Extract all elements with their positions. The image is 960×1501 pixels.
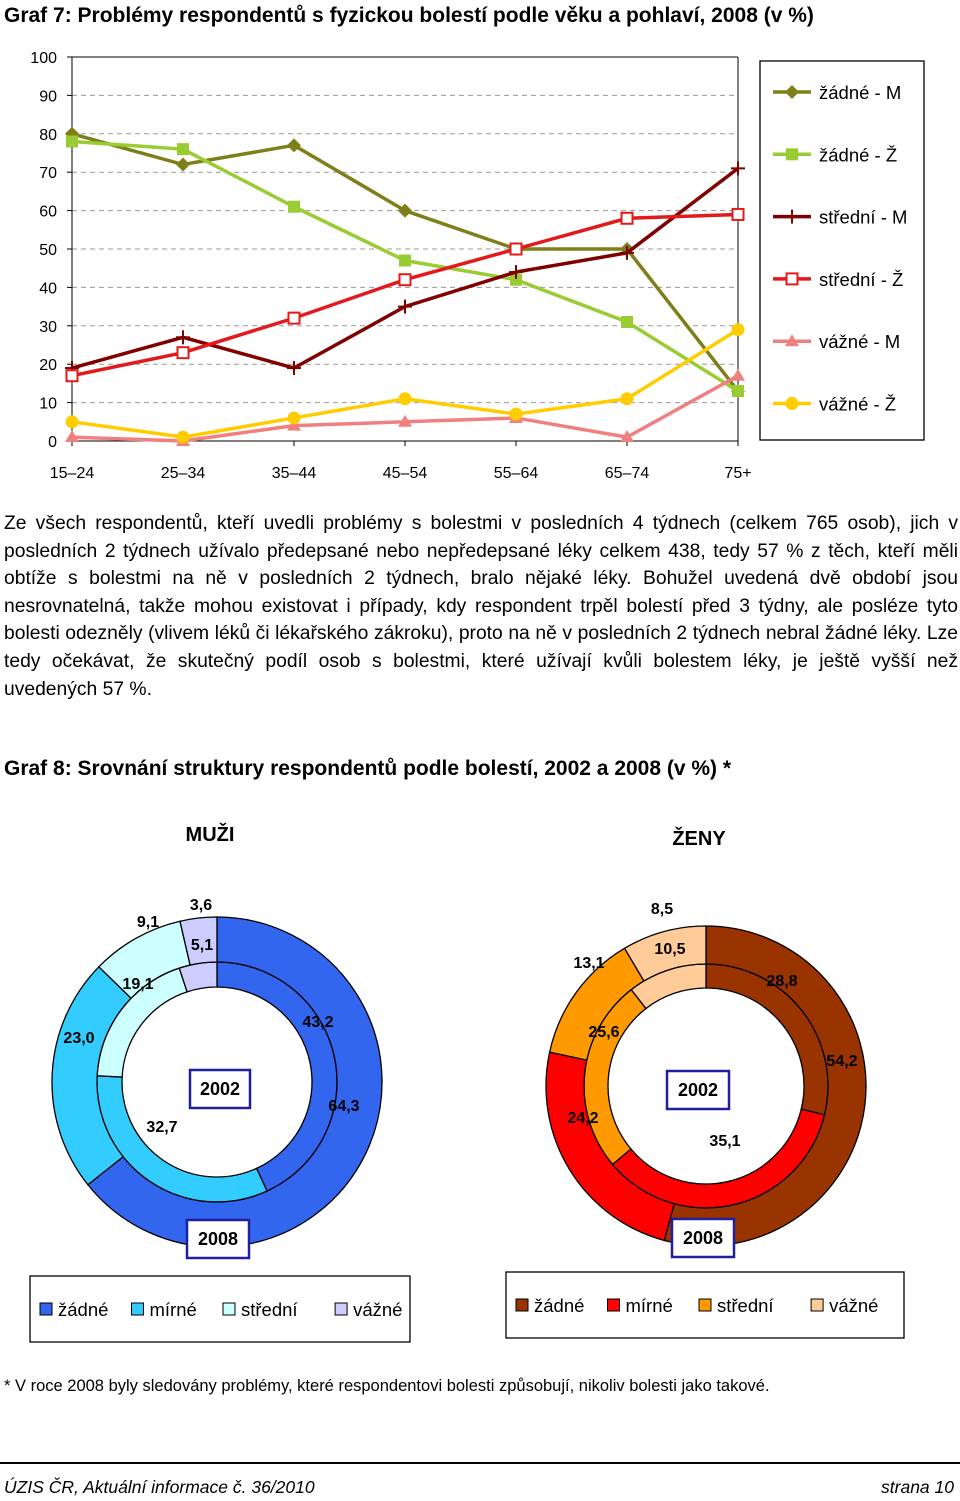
legend-label: vážné - M xyxy=(819,331,901,353)
data-point xyxy=(288,201,300,213)
legend-label: žádné - M xyxy=(819,82,902,103)
series-line xyxy=(72,168,738,368)
data-point xyxy=(177,143,189,155)
data-point xyxy=(511,244,522,255)
year-label: 2002 xyxy=(199,1079,241,1099)
data-label: 54,2 xyxy=(826,1053,858,1070)
footnote: * V roce 2008 byly sledovány problémy, které respondentovi bolesti způsobují, nikoliv bolesti jako takové. xyxy=(4,1377,770,1395)
x-tick-label: 55–64 xyxy=(493,465,539,482)
data-label: 24,2 xyxy=(567,1110,599,1127)
y-tick-label: 50 xyxy=(39,242,57,259)
data-label: 23,0 xyxy=(63,1030,95,1047)
x-tick-label: 65–74 xyxy=(604,465,650,482)
series-line xyxy=(72,376,738,441)
data-label: 64,3 xyxy=(328,1098,360,1115)
legend-swatch xyxy=(811,1299,823,1311)
legend-swatch xyxy=(132,1303,144,1315)
x-tick-label: 15–24 xyxy=(49,465,95,482)
data-point xyxy=(621,316,633,328)
data-point xyxy=(399,392,412,405)
footer-divider xyxy=(0,1462,960,1464)
data-point xyxy=(510,408,523,421)
data-label: 8,5 xyxy=(650,901,674,918)
data-label: 35,1 xyxy=(709,1133,741,1150)
y-tick-label: 80 xyxy=(39,126,57,144)
data-point xyxy=(178,347,189,358)
year-label: 2002 xyxy=(677,1080,719,1100)
data-point xyxy=(66,415,79,428)
donut-title: ŽENY xyxy=(672,828,726,850)
year-label: 2008 xyxy=(197,1229,239,1249)
x-tick-label: 35–44 xyxy=(271,465,317,482)
data-point xyxy=(176,330,190,344)
y-tick-label: 10 xyxy=(39,395,57,413)
data-label: 5,1 xyxy=(190,937,214,954)
y-tick-label: 0 xyxy=(48,434,57,451)
legend-label: žádné xyxy=(58,1299,109,1320)
x-tick-label: 25–34 xyxy=(160,465,206,482)
data-point xyxy=(786,148,798,160)
data-point xyxy=(400,274,411,285)
data-point xyxy=(732,323,745,336)
footer-source: ÚZIS ČR, Aktuální informace č. 36/2010 xyxy=(4,1477,315,1497)
data-label: 25,6 xyxy=(588,1024,620,1041)
y-tick-label: 60 xyxy=(39,203,57,221)
legend-label: střední - Ž xyxy=(819,268,904,290)
legend-label: žádné xyxy=(534,1295,585,1316)
data-point xyxy=(398,300,412,314)
legend-label: mírné xyxy=(149,1299,197,1320)
line-chart xyxy=(0,38,960,488)
y-tick-label: 20 xyxy=(39,357,57,375)
data-label: 19,1 xyxy=(122,976,154,993)
y-tick-label: 70 xyxy=(39,165,57,183)
data-label: 32,7 xyxy=(146,1119,178,1136)
data-point xyxy=(787,273,798,284)
data-label: 43,2 xyxy=(302,1014,334,1031)
data-point xyxy=(786,397,799,410)
body-paragraph: Ze všech respondentů, kteří uvedli problémy s bolestmi v posledních 4 týdnech (celkem 765 osob), jich v posledních 2 týdnech užívalo předepsané nebo nepředepsané léky celkem 438, tedy 57 % z těch, kteří měli obtíže s bolestmi na ně v posledních 2 týdnech, bralo nějaké léky. Bohužel uvedená dvě období jsou nesrovnatelná, takže mohou existovat i případy, kdy respondent trpěl bolestí před 3 týdny, ale posléze tyto bolesti odezněly (vlivem léků či lékařského zákroku), proto na ně v posledních 2 týdnech nebral žádné léky. Lze tedy očekávat, že skutečný podíl osob s bolestmi, které užívají kvůli bolestem léky, je ještě vyšší než uvedených 57 %. xyxy=(4,513,958,700)
legend-label: střední xyxy=(241,1299,298,1320)
data-point xyxy=(622,213,633,224)
legend-label: žádné - Ž xyxy=(819,144,898,166)
legend-swatch xyxy=(40,1303,52,1315)
year-label: 2008 xyxy=(682,1228,724,1248)
legend-box xyxy=(760,61,924,440)
y-tick-label: 30 xyxy=(39,318,57,336)
data-point xyxy=(733,209,744,220)
donut-title: MUŽI xyxy=(185,824,235,846)
data-point xyxy=(732,385,744,397)
data-label: 3,6 xyxy=(189,897,213,914)
graf7-title: Graf 7: Problémy respondentů s fyzickou bolestí podle věku a pohlaví, 2008 (v %) xyxy=(4,4,814,27)
data-point xyxy=(399,255,411,267)
x-tick-label: 75+ xyxy=(724,465,752,482)
legend-label: střední xyxy=(717,1295,774,1316)
x-tick-label: 45–54 xyxy=(382,465,428,482)
data-point xyxy=(731,369,745,381)
donut-charts xyxy=(0,800,960,1360)
graf8-title: Graf 8: Srovnání struktury respondentů podle bolestí, 2002 a 2008 (v %) * xyxy=(4,757,732,780)
data-point xyxy=(67,370,78,381)
data-label: 13,1 xyxy=(573,955,605,972)
legend-swatch xyxy=(335,1303,347,1315)
legend-label: vážné xyxy=(829,1295,879,1316)
data-point xyxy=(621,392,634,405)
data-point xyxy=(288,411,301,424)
legend-label: střední - M xyxy=(819,206,908,228)
data-point xyxy=(176,158,190,172)
legend-swatch xyxy=(223,1303,235,1315)
data-point xyxy=(287,361,301,375)
y-tick-label: 100 xyxy=(30,50,57,67)
y-tick-label: 90 xyxy=(39,88,57,106)
data-point xyxy=(289,313,300,324)
legend-label: vážné xyxy=(353,1299,403,1320)
legend-swatch xyxy=(516,1299,528,1311)
data-point xyxy=(177,431,190,444)
y-tick-label: 40 xyxy=(39,280,57,298)
legend-swatch xyxy=(608,1299,620,1311)
series-line xyxy=(72,214,738,375)
data-point xyxy=(66,135,78,147)
legend-label: mírné xyxy=(625,1295,673,1316)
data-label: 28,8 xyxy=(766,973,798,990)
data-label: 10,5 xyxy=(654,941,686,958)
legend-label: vážné - Ž xyxy=(819,393,897,415)
legend-swatch xyxy=(699,1299,711,1311)
footer-page: strana 10 xyxy=(881,1477,954,1497)
data-label: 9,1 xyxy=(136,914,160,931)
